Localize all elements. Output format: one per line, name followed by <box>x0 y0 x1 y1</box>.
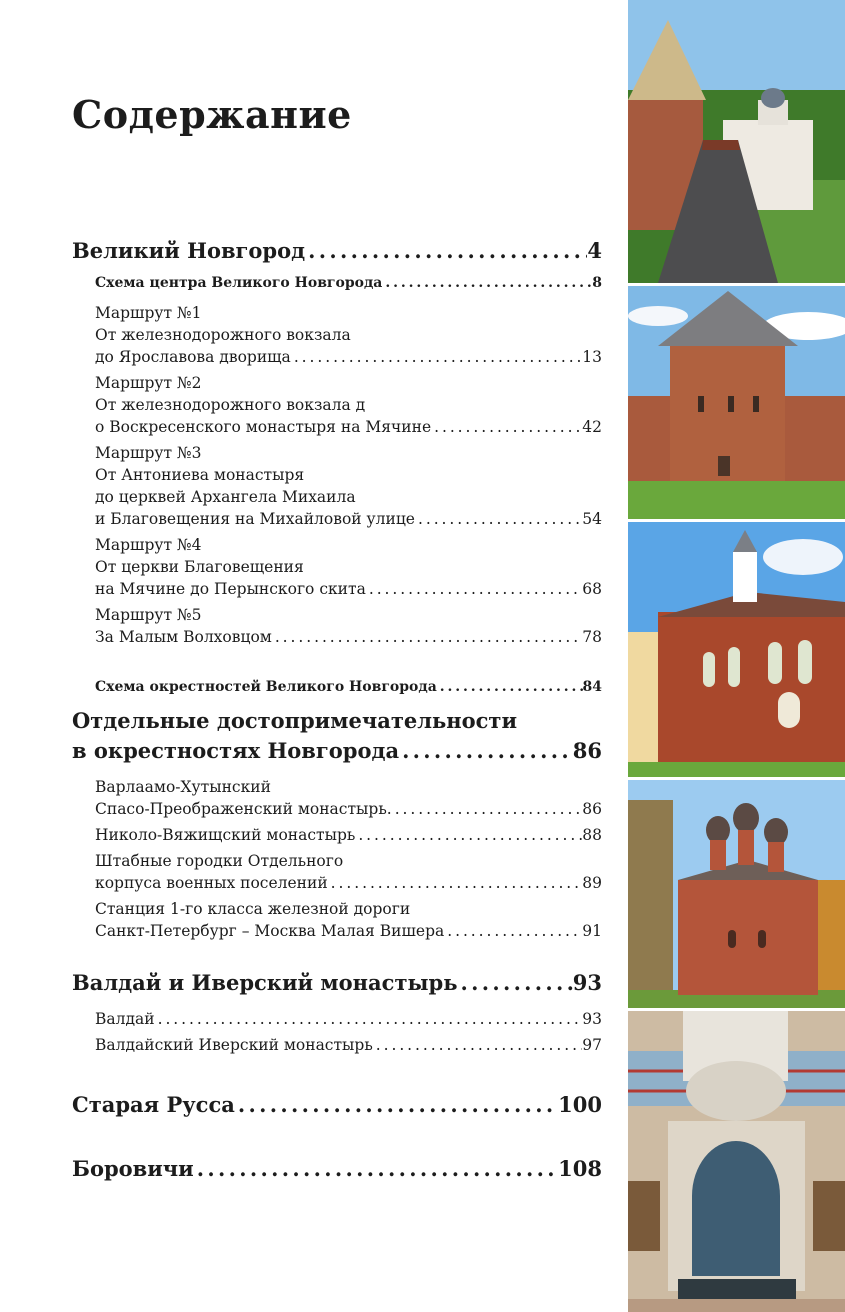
toc-entry[interactable]: Маршрут №5 За Малым Волховцом . . . 78 <box>95 604 602 648</box>
section-page: 100 <box>558 1092 602 1117</box>
toc-subsections <box>72 776 602 942</box>
kremlin-tower-photo <box>628 286 845 519</box>
kremlin-wall-tower-photo <box>628 0 845 283</box>
toc-entry[interactable]: Схема центра Великого Новгорода . . . 8 <box>95 272 602 294</box>
toc-entry[interactable]: Варлаамо-Хутынский Спасо-Преображенский монастырь. . . . 86 <box>95 776 602 820</box>
toc-entry[interactable]: Валдай . . . 93 <box>95 1008 602 1030</box>
section-title: в окрестностях Новгорода <box>72 738 400 763</box>
toc-entry[interactable]: Маршрут №1 От железнодорожного вокзала до Ярославова дворища . . . 13 <box>95 302 602 368</box>
section-page: 93 <box>572 970 602 995</box>
toc-section-valday[interactable] <box>72 968 602 998</box>
section-title-line1: Отдельные достопримечательности <box>72 708 518 733</box>
toc-entry[interactable]: Штабные городки Отдельного корпуса военных поселений . . . 89 <box>95 850 602 894</box>
section-page: 4 <box>587 238 602 263</box>
section-page: 86 <box>572 738 602 763</box>
toc-subsections <box>72 272 602 698</box>
section-title: Валдай и Иверский монастырь <box>72 970 458 995</box>
section-page: 108 <box>558 1156 602 1181</box>
section-title: Великий Новгород <box>72 238 306 263</box>
section-title: Боровичи <box>72 1156 194 1181</box>
toc-entry[interactable]: Схема окрестностей Великого Новгорода . . . 84 <box>95 676 602 698</box>
photo-column <box>628 0 845 1312</box>
toc-entry[interactable]: Валдайский Иверский монастырь . . . 97 <box>95 1034 602 1056</box>
page-title: Содержание <box>72 92 352 137</box>
toc-subsections <box>72 1008 602 1056</box>
toc-entry[interactable]: Маршрут №4 От церкви Благовещения на Мячине до Перынского скита . . . 68 <box>95 534 602 600</box>
section-title: Старая Русса <box>72 1092 235 1117</box>
toc-section-otdelnye[interactable] <box>72 706 602 766</box>
toc-entry[interactable]: Маршрут №2 От железнодорожного вокзала д о Воскресенского монастыря на Мячине . . . 42 <box>95 372 602 438</box>
domed-cathedral-photo <box>628 780 845 1008</box>
brick-church-photo <box>628 522 845 777</box>
toc-section-staraya-russa[interactable] <box>72 1090 602 1120</box>
ornate-facade-photo <box>628 1011 845 1312</box>
table-of-contents <box>72 236 602 1184</box>
toc-section-velikiy-novgorod[interactable] <box>72 236 602 266</box>
toc-entry[interactable]: Николо-Вяжищский монастырь . . . 88 <box>95 824 602 846</box>
toc-section-borovichi[interactable] <box>72 1154 602 1184</box>
toc-entry[interactable]: Станция 1-го класса железной дороги Санкт-Петербург – Москва Малая Вишера . . . 91 <box>95 898 602 942</box>
toc-entry[interactable]: Маршрут №3 От Антониева монастыря до церквей Архангела Михаила и Благовещения на Михайловой улице . . . 54 <box>95 442 602 530</box>
